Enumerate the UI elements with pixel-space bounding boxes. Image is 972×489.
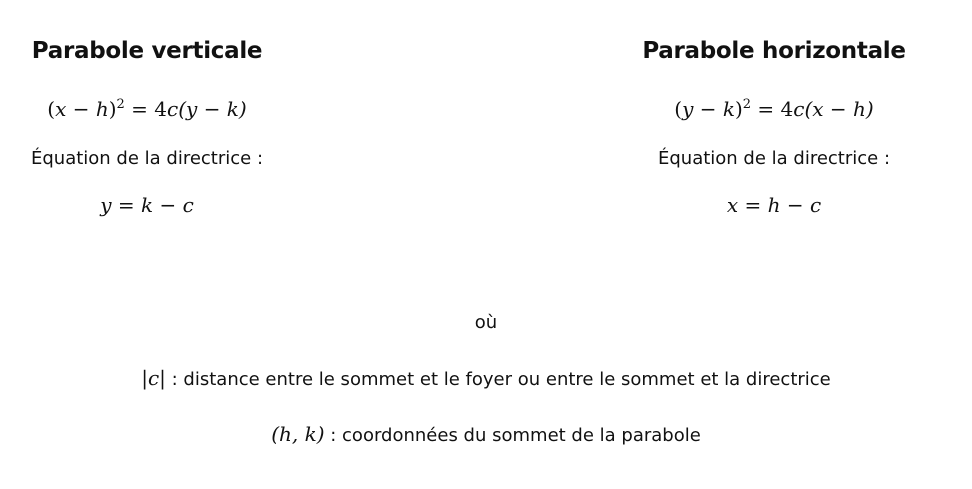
vertical-directrix-equation: y = k − c (100, 193, 194, 217)
equation-exponent: 2 (116, 97, 125, 112)
equation-paren-close: ) (108, 97, 117, 121)
equation-rhs: c(y − k) (167, 97, 247, 121)
where-word: où (474, 312, 498, 333)
vertical-parabola-title: Parabole verticale (31, 38, 263, 64)
horizontal-parabola-title: Parabole horizontale (642, 38, 906, 64)
horizontal-directrix-equation: x = h − c (726, 193, 822, 217)
vertical-directrix-label: Équation de la directrice : (30, 148, 264, 169)
definition-vertex-symbol: (h, k) (271, 422, 325, 446)
equation-lhs-inner: x − h (55, 97, 109, 121)
horizontal-parabola-equation (609, 97, 939, 121)
equation-coefficient: 4 (154, 97, 168, 121)
vertical-parabola-equation (0, 97, 312, 121)
definition-vertex (0, 422, 972, 446)
equation-equals: = (751, 97, 781, 121)
definition-c-symbol: |c| (141, 366, 166, 390)
equation-coefficient: 4 (780, 97, 794, 121)
equation-equals: = (124, 97, 155, 121)
definition-vertex-text: : coordonnées du sommet de la parabole (324, 425, 701, 446)
equation-paren-close: ) (734, 97, 743, 121)
equation-paren-open: ( (47, 97, 56, 121)
definition-c (0, 366, 972, 390)
equation-lhs-inner: y − k (682, 97, 735, 121)
horizontal-directrix-label: Équation de la directrice : (657, 148, 891, 169)
equation-paren-open: ( (674, 97, 683, 121)
equation-exponent: 2 (742, 97, 752, 112)
equation-rhs: c(x − h) (793, 97, 874, 121)
definition-c-text: : distance entre le sommet et le foyer ou entre le sommet et la directrice (165, 369, 831, 390)
